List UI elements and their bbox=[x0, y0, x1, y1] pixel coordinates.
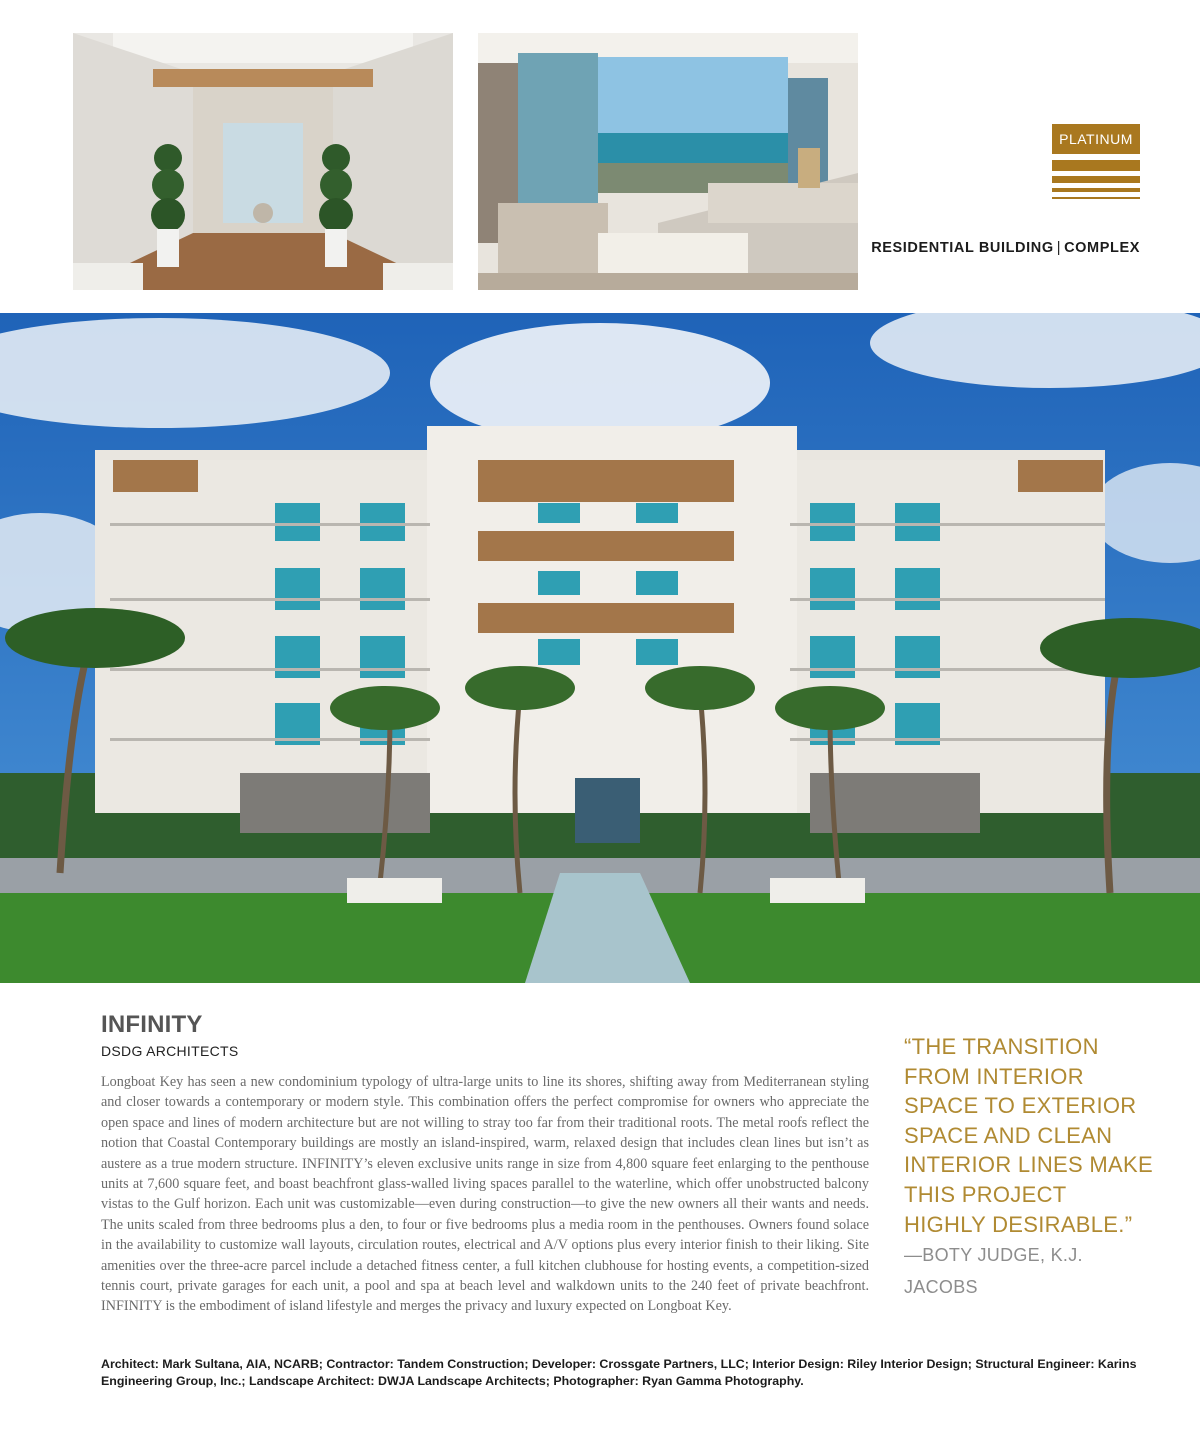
project-title: INFINITY bbox=[101, 1011, 203, 1038]
project-credits: Architect: Mark Sultana, AIA, NCARB; Contractor: Tandem Construction; Developer: Crossgate Partners, LLC; Interior Design: Riley Interior Design; Structural Engineer: Karins Engineering Group, Inc.; Landscape Architect: DWJA Landscape Architects; Photographer: Ryan Gamma Photography. bbox=[101, 1357, 1137, 1388]
badge-stripe bbox=[1052, 160, 1140, 171]
badge-stripe bbox=[1052, 188, 1140, 192]
architecture-firm: DSDG ARCHITECTS bbox=[101, 1043, 239, 1059]
quote-attribution: —BOTY JUDGE, K.J. JACOBS bbox=[904, 1245, 1083, 1297]
badge-stripe bbox=[1052, 176, 1140, 183]
category-primary: RESIDENTIAL BUILDING bbox=[871, 240, 1054, 256]
category-secondary: COMPLEX bbox=[1064, 240, 1140, 256]
hallway-photo bbox=[73, 33, 453, 290]
platinum-award-badge bbox=[1052, 124, 1140, 199]
category-separator: | bbox=[1056, 240, 1062, 256]
pull-quote bbox=[904, 1032, 1154, 1302]
badge-stripe bbox=[1052, 197, 1140, 199]
badge-label: PLATINUM bbox=[1052, 124, 1140, 154]
living-room-photo bbox=[478, 33, 858, 290]
award-category bbox=[871, 240, 1140, 256]
building-exterior-photo bbox=[0, 313, 1200, 983]
project-description: Longboat Key has seen a new condominium typology of ultra-large units to line its shores, shifting away from Mediterranean styling and closer towards a contemporary or modern style. This combination offers the perfect compromise for owners who appreciate the open space and lines of modern architecture but are not willing to stray too far from their traditional roots. The metal roofs reflect the notion that Coastal Contemporary buildings are mostly an island-inspired, warm, relaxed design that includes clean lines but isn’t as austere as a true modern structure. INFINITY’s eleven exclusive units range in size from 4,800 square feet enlarging to the penthouse units at 7,600 square feet, and boast beachfront glass-walled living spaces parallel to the waterline, which offer unobstructed balcony vistas to the Gulf horizon. Each unit was customizable—even during construction—to give the new owners all their wants and needs. The units scaled from three bedrooms plus a den, to four or five bedrooms plus a media room in the penthouses. Owners found solace in the availability to customize wall layouts, circulation routes, electrical and A/V options plus every interior finish to their liking. Site amenities over the three-acre parcel include a detached fitness center, a full kitchen clubhouse for hosting events, a competition-sized tennis court, private garages for each unit, a pool and spa at beach level and walkdown units to the 240 feet of private beachfront. INFINITY is the embodiment of island lifestyle and merges the privacy and luxury expected on Longboat Key. bbox=[101, 1074, 869, 1315]
quote-text: “THE TRANSITION FROM INTERIOR SPACE TO EXTERIOR SPACE AND CLEAN INTERIOR LINES MAKE THIS PROJECT HIGHLY DESIRABLE.” bbox=[904, 1034, 1153, 1237]
